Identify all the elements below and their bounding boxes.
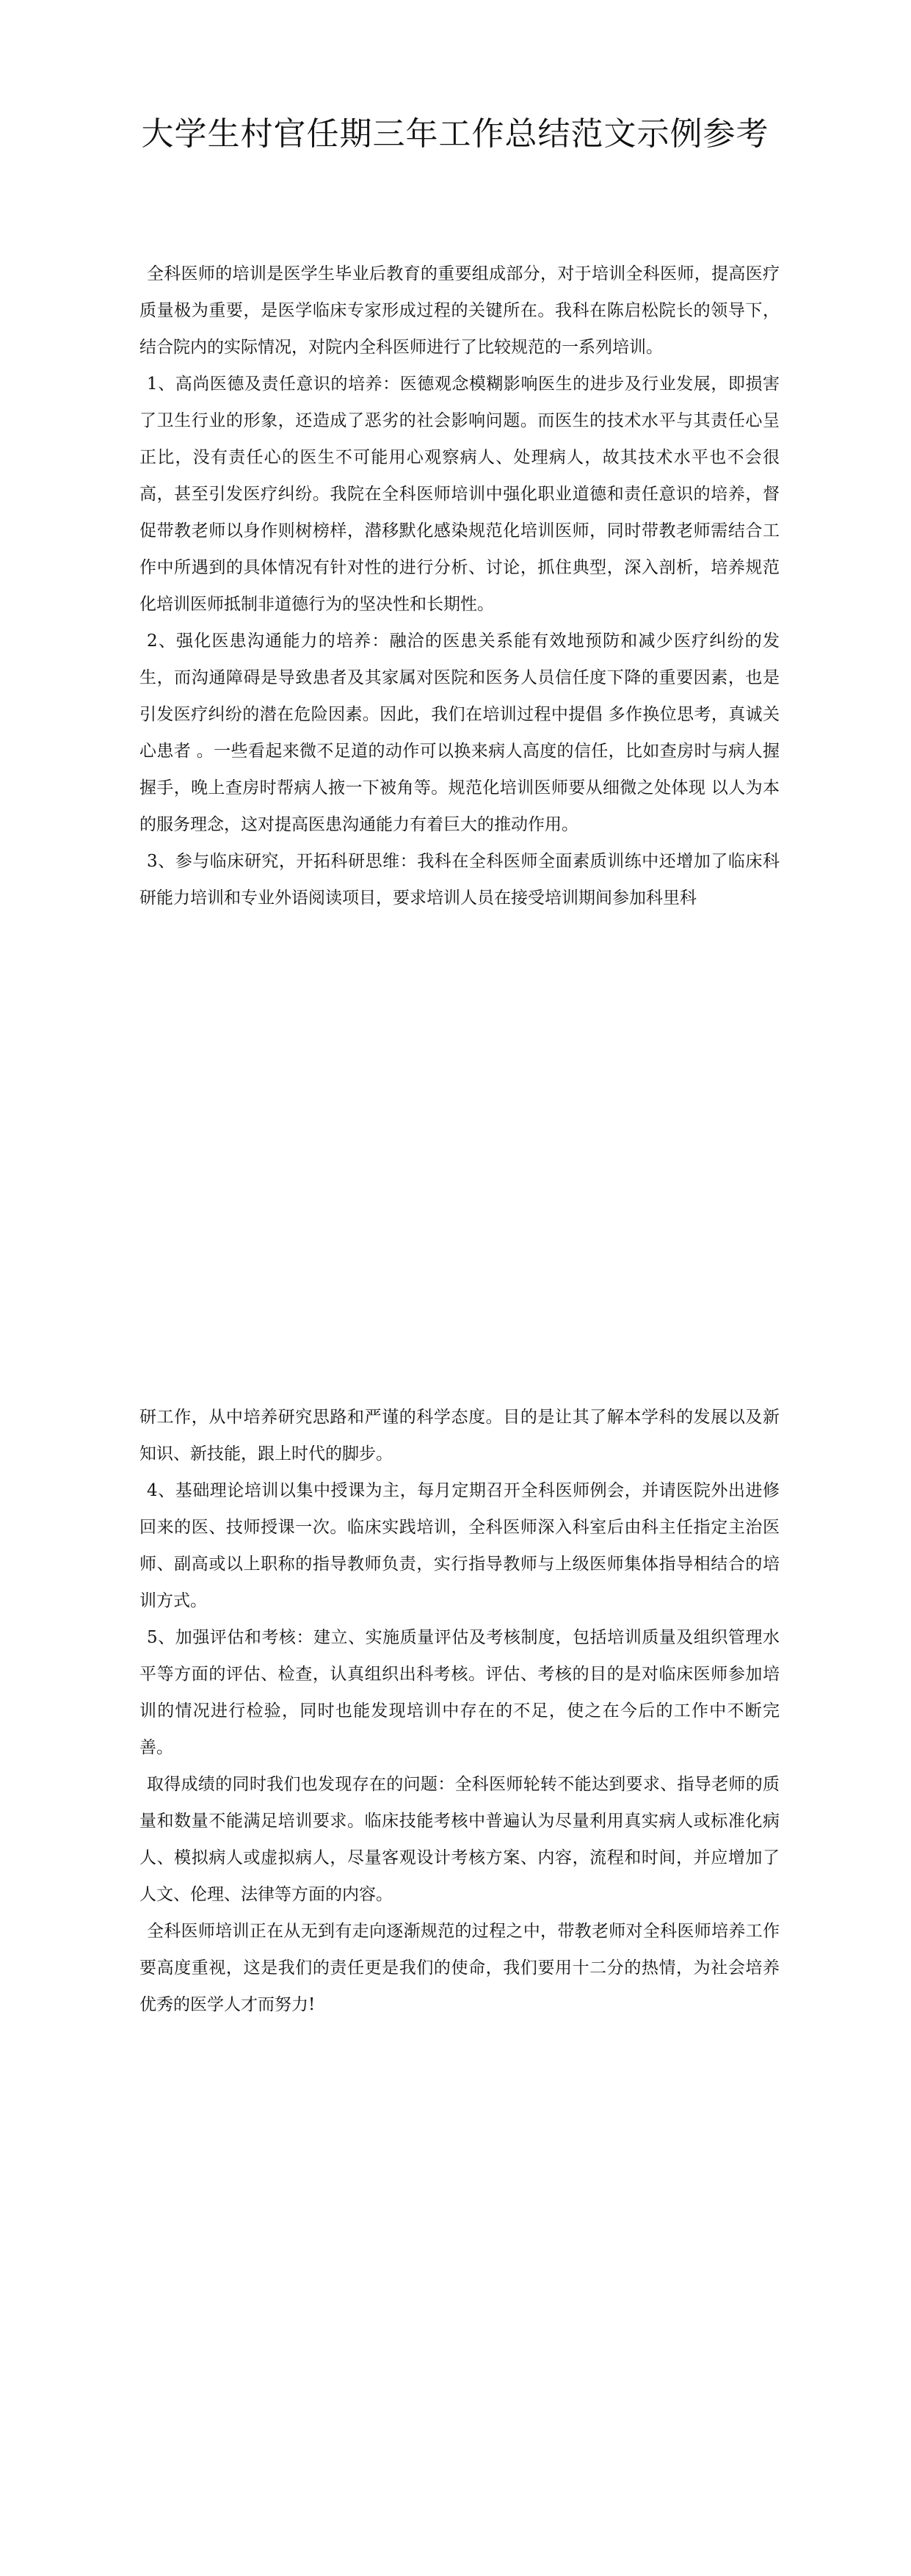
paragraph-point-5: 5、加强评估和考核：建立、实施质量评估及考核制度，包括培训质量及组织管理水平等方面的评估、检查，认真组织出科考核。评估、考核的目的是对临床医师参加培训的情况进行检验，同时也能发现培训中存在的不足，使之在今后的工作中不断完善。 [139, 1628, 780, 1757]
body-text-section-1 [139, 256, 780, 916]
body-text-section-2 [139, 1399, 780, 2023]
paragraph-intro: 全科医师的培训是医学生毕业后教育的重要组成部分，对于培训全科医师，提高医疗质量极为重要，是医学临床专家形成过程的关键所在。我科在陈启松院长的领导下，结合院内的实际情况，对院内全科医师进行了比较规范的一系列培训。 [139, 264, 780, 357]
paragraph-point-4: 4、基础理论培训以集中授课为主，每月定期召开全科医师例会，并请医院外出进修回来的医、技师授课一次。临床实践培训，全科医师深入科室后由科主任指定主治医师、副高或以上职称的指导教师负责，实行指导教师与上级医师集体指导相结合的培训方式。 [139, 1481, 780, 1610]
paragraph-point-3-continued: 研工作，从中培养研究思路和严谨的科学态度。目的是让其了解本学科的发展以及新知识、新技能，跟上时代的脚步。 [139, 1408, 780, 1464]
document-title: 大学生村官任期三年工作总结范文示例参考 [141, 115, 769, 153]
paragraph-conclusion: 全科医师培训正在从无到有走向逐渐规范的过程之中，带教老师对全科医师培养工作要高度重视，这是我们的责任更是我们的使命，我们要用十二分的热情，为社会培养优秀的医学人才而努力! [139, 1922, 780, 2014]
paragraph-point-2: 2、强化医患沟通能力的培养：融洽的医患关系能有效地预防和减少医疗纠纷的发生，而沟通障碍是导致患者及其家属对医院和医务人员信任度下降的重要因素，也是引发医疗纠纷的潜在危险因素。因此，我们在培训过程中提倡 多作换位思考，真诚关心患者 。一些看起来微不足道的动作可以换来病人高度的信任，比如查房时与病人握握手，晚上查房时帮病人掖一下被角等。规范化培训医师要从细微之处体现 以人为本 的服务理念，这对提高医患沟通能力有着巨大的推动作用。 [139, 632, 780, 834]
paragraph-point-1: 1、高尚医德及责任意识的培养：医德观念模糊影响医生的进步及行业发展，即损害了卫生行业的形象，还造成了恶劣的社会影响问题。而医生的技术水平与其责任心呈正比，没有责任心的医生不可能用心观察病人、处理病人，故其技术水平也不会很高，甚至引发医疗纠纷。我院在全科医师培训中强化职业道德和责任意识的培养，督促带教老师以身作则树榜样，潜移默化感染规范化培训医师，同时带教老师需结合工作中所遇到的具体情况有针对性的进行分析、讨论，抓住典型，深入剖析，培养规范化培训医师抵制非道德行为的坚决性和长期性。 [139, 375, 780, 614]
paragraph-problems: 取得成绩的同时我们也发现存在的问题：全科医师轮转不能达到要求、指导老师的质量和数量不能满足培训要求。临床技能考核中普遍认为尽量利用真实病人或标准化病人、模拟病人或虚拟病人，尽量客观设计考核方案、内容，流程和时间，并应增加了人文、伦理、法律等方面的内容。 [139, 1775, 780, 1904]
paragraph-point-3: 3、参与临床研究，开拓科研思维：我科在全科医师全面素质训练中还增加了临床科研能力培训和专业外语阅读项目，要求培训人员在接受培训期间参加科里科 [139, 852, 780, 908]
